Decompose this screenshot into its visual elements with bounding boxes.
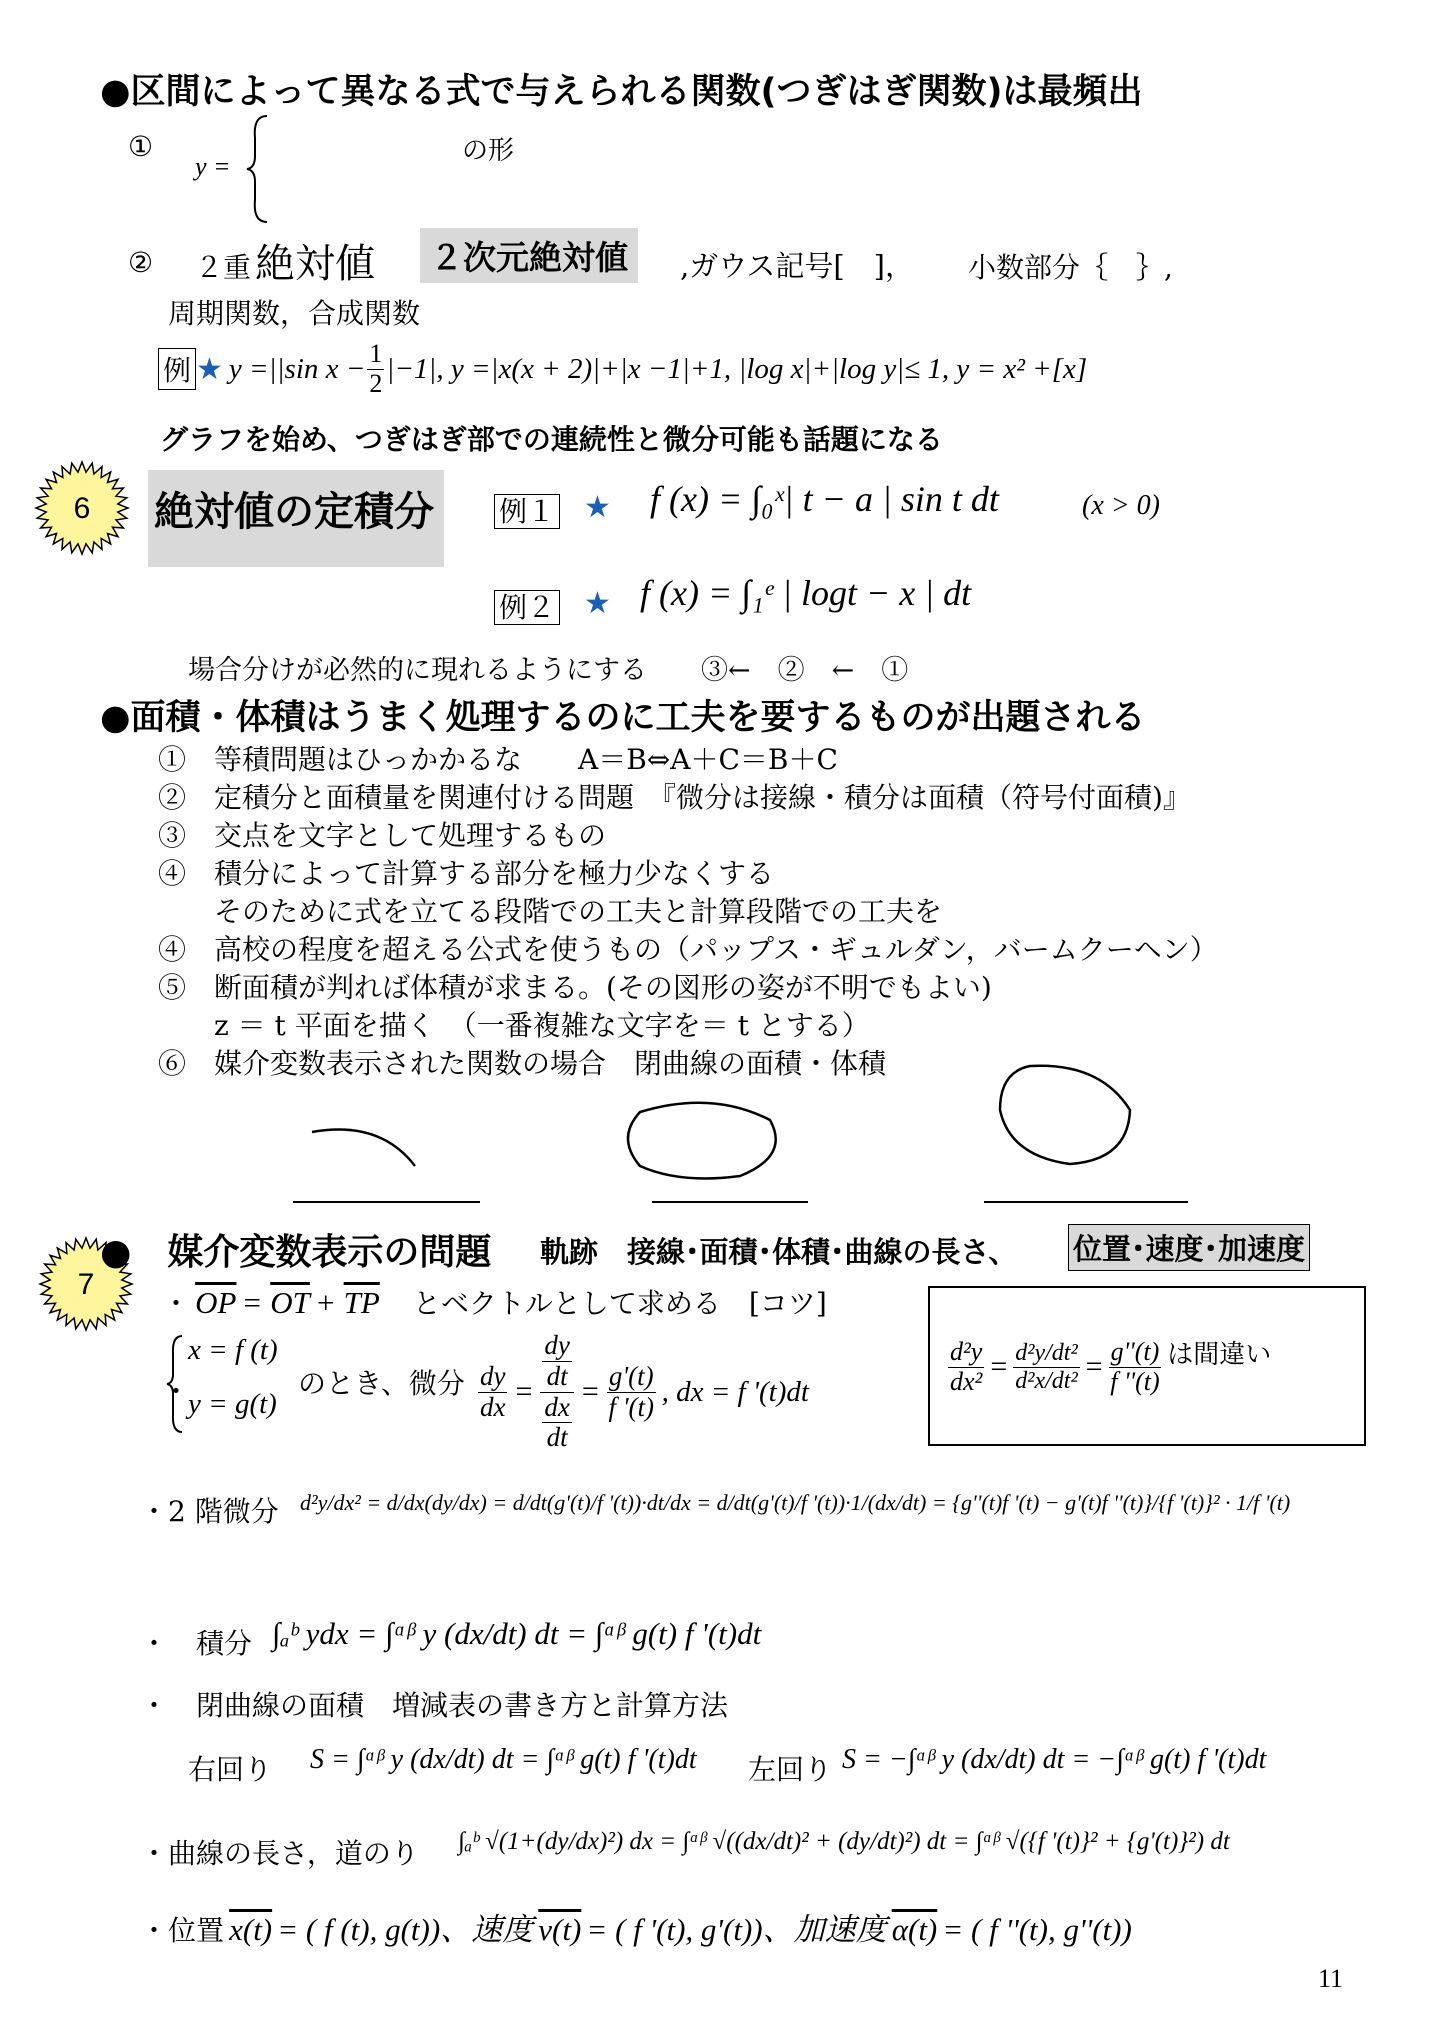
closed-curve-label: ・ 閉曲線の面積 増減表の書き方と計算方法 <box>140 1689 729 1722</box>
area-item-4c: ④ 高校の程度を超える公式を使うもの（パップス・ギュルダン，バームクーヘン） <box>158 933 1218 966</box>
area-item-3: ③ 交点を文字として処理するもの <box>158 819 607 852</box>
badge-number-7: 7 <box>77 1268 95 1301</box>
badge-number-6: 6 <box>73 492 91 525</box>
counterclockwise-label: 左回り <box>748 1753 833 1786</box>
example-frac-den: 2 <box>369 368 383 398</box>
curve-length-formula: ∫ₐᵇ √(1+(dy/dx)²) dx = ∫ᵅᵝ √((dx/dt)² + (dy/dt)²) dt = ∫ᵅᵝ √({f '(t)}² + {g'(t)}²) dt <box>458 1828 1230 1855</box>
clockwise-label: 右回り <box>188 1753 273 1786</box>
ex1-label: 例１ <box>494 490 560 530</box>
param-bullet: ・ <box>162 1375 191 1408</box>
integral-formula: ∫ₐᵇ ydx = ∫ᵅᵝ y (dx/dt) dt = ∫ᵅᵝ g(t) f '(t)dt <box>272 1616 762 1651</box>
example-frac-num: 1 <box>369 339 383 368</box>
position-velocity-line: ・位置 x(t) = ( f (t), g(t))、速度 v(t) = ( f '(t), g'(t))、加速度 α(t) = ( f ''(t), g''(t)) <box>140 1912 1132 1947</box>
ex1-condition: (x > 0) <box>1082 490 1160 521</box>
section6-title: 絶対値の定積分 <box>148 470 444 567</box>
item1-lhs: y = <box>195 152 231 181</box>
area-item-6: ⑥ 媒介変数表示された関数の場合 閉曲線の面積・体積 <box>158 1047 887 1080</box>
clockwise-formula: S = ∫ᵅᵝ y (dx/dt) dt = ∫ᵅᵝ g(t) f '(t)dt <box>310 1744 697 1775</box>
item2-abs: 絶対値 <box>255 241 375 287</box>
item1-rhs: の形 <box>462 136 515 166</box>
example-label: 例 <box>158 348 196 390</box>
second-derivative-label: ・2 階微分 <box>140 1495 279 1528</box>
item2-double: ２重 <box>195 251 252 284</box>
counterclockwise-formula: S = −∫ᵅᵝ y (dx/dt) dt = −∫ᵅᵝ g(t) f '(t)dt <box>842 1744 1267 1775</box>
curve-sketches <box>0 1060 1434 1210</box>
closed-curve-sketch-1 <box>628 1103 776 1179</box>
heading-piecewise: ●区間によって異なる式で与えられる関数(つぎはぎ関数)は最頻出 <box>100 72 1143 112</box>
example-line <box>158 340 1087 398</box>
note-continuity: グラフを始め、つぎはぎ部での連続性と微分可能も話題になる <box>160 423 943 456</box>
position-vector: x(t) <box>229 1912 273 1947</box>
ex2-star-icon: ★ <box>584 586 611 621</box>
item2-line2: 周期関数，合成関数 <box>168 297 421 330</box>
second-derivative-formula: d²y/dx² = d/dx(dy/dx) = d/dt(g'(t)/f '(t))·dt/dx = d/dt(g'(t)/f '(t))·1/(dx/dt) = {g''(t)f '(t) − g'(t)f ''(t)}/{f '(t)}² · 1/f '(t) <box>300 1490 1291 1515</box>
area-item-4: ④ 積分によって計算する部分を極力少なくする <box>158 857 775 890</box>
section7-heading: ● 媒介変数表示の問題 <box>100 1232 492 1273</box>
section6-note: 場合分けが必然的に現れるようにする ③← ② ← ① <box>188 655 909 686</box>
example-fraction <box>367 340 384 398</box>
area-item-2: ② 定積分と面積量を関連付ける問題 『微分は接線・積分は面積（符号付面積)』 <box>158 781 1191 814</box>
open-curve-sketch <box>312 1130 415 1166</box>
wrong-formula-box: $\frac{\text{d²y}}{\text{dx²}}$ = $\frac{\text{d²y/dt²}}{\text{d²x/dt²}}$ = $\frac{g''(t)}{f ''(t)}$ は間違い <box>928 1286 1366 1446</box>
heading-area-volume: ●面積・体積はうまく処理するのに工夫を要するものが出題される <box>100 698 1146 738</box>
badge-burst-6 <box>34 460 130 556</box>
section7-boxed-heading: 位置･速度･加速度 <box>1068 1224 1310 1271</box>
acceleration-vector: α(t) <box>891 1912 938 1947</box>
example-formula-b: |−1|, y =|x(x + 2)|+|x −1|+1, |log x|+|log y|≤ 1, y = x² +[x] <box>386 352 1088 385</box>
area-item-5b: z ＝ t 平面を描く （一番複雑な文字を＝ t とする） <box>158 1009 870 1042</box>
item2-number: ② <box>128 246 154 279</box>
area-item-5: ⑤ 断面積が判れば体積が求まる。(その図形の姿が不明でもよい) <box>158 971 992 1004</box>
example-formula-a: y =||sin x − <box>228 352 366 385</box>
star-icon: ★ <box>196 351 223 387</box>
item1-number: ① <box>128 130 154 163</box>
ex2-formula: f (x) = ∫₁ᵉ | logt − x | dt <box>640 573 972 613</box>
item2-2d-abs: ２次元絶対値 <box>420 228 638 283</box>
derivative-formula: $\frac{dy}{dx}$ = $\frac{\frac{dy}{dt}}{\frac{dx}{dt}}$ = $\frac{g'(t)}{f '(t)}$ , dx = f '(t)dt <box>480 1330 809 1453</box>
area-item-4b: そのために式を立てる段階での工夫と計算段階での工夫を <box>158 895 943 928</box>
vector-line: ・ $\overline{OP} = \overline{OT} + \overline{TP}$ とベクトルとして求める [コツ] <box>162 1285 827 1320</box>
closed-curve-sketch-2 <box>1000 1066 1130 1164</box>
param-y: y = g(t) <box>188 1388 277 1420</box>
ex1-formula: f (x) = ∫₀ˣ| t − a | sin t dt <box>650 479 999 519</box>
item2-fraction-part: 小数部分｛ ｝, <box>968 251 1173 284</box>
vector-ot: $\overline{OT}$ <box>270 1285 310 1320</box>
item1-brace <box>245 114 275 224</box>
velocity-vector: v(t) <box>538 1912 582 1947</box>
vector-op: $\overline{OP}$ <box>195 1285 237 1320</box>
integral-label: ・ 積分 <box>140 1627 253 1660</box>
section7-subheading: 軌跡 接線･面積･体積･曲線の長さ、 <box>540 1235 1018 1269</box>
vector-tp: $\overline{TP}$ <box>343 1285 380 1320</box>
ex2-label: 例２ <box>494 586 560 626</box>
area-item-1: ① 等積問題はひっかかるな A＝B⇔A＋C＝B＋C <box>158 743 838 776</box>
item2-gauss: ,ガウス記号[ ]， <box>680 249 914 283</box>
param-x: x = f (t) <box>188 1334 278 1366</box>
curve-length-label: ・曲線の長さ，道のり <box>140 1837 419 1870</box>
ex1-star-icon: ★ <box>584 490 611 525</box>
page-number: 11 <box>1318 1964 1344 1993</box>
param-text: のとき、微分 <box>298 1367 465 1400</box>
param-brace <box>166 1334 186 1434</box>
